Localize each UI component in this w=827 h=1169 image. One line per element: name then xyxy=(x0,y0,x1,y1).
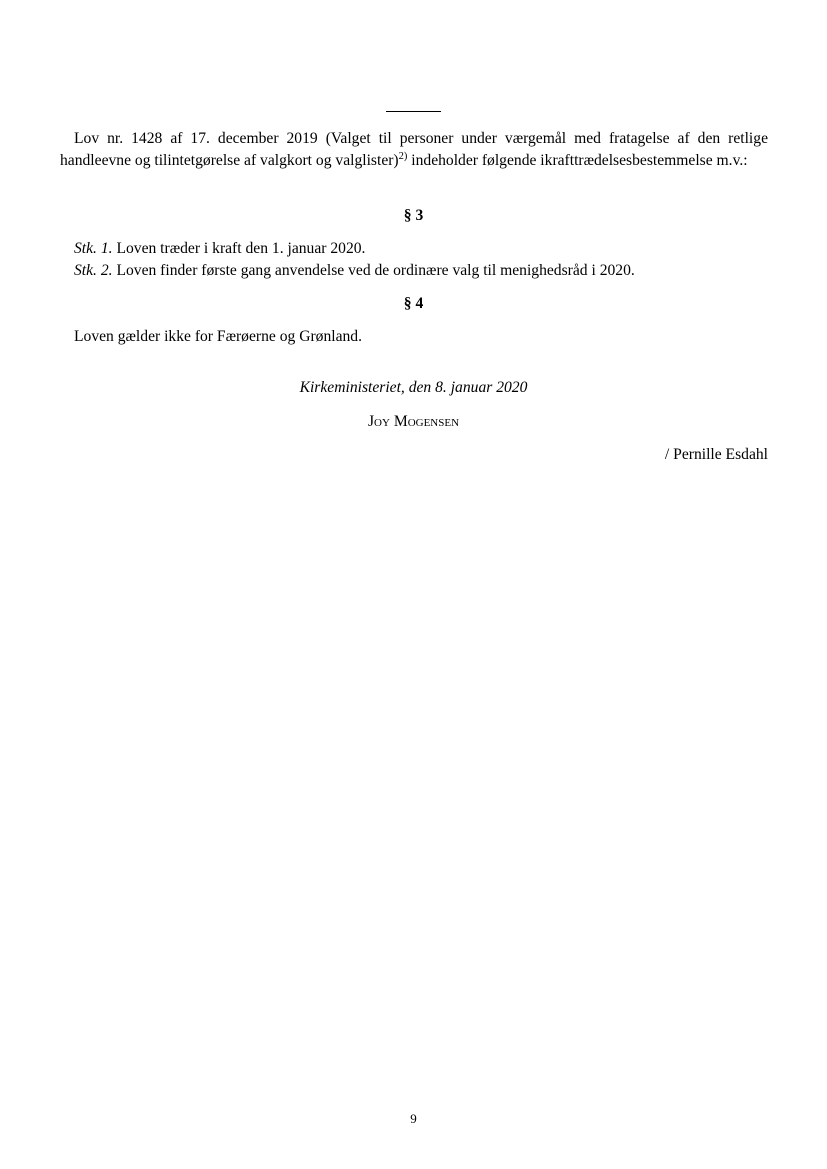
stk-2-label: Stk. 2. xyxy=(74,262,113,279)
section-4-text: Loven gælder ikke for Færøerne og Grønland. xyxy=(74,328,362,345)
section-separator-line xyxy=(386,111,441,112)
stk-2-text: Loven finder første gang anvendelse ved de ordinære valg til menighedsråd i 2020. xyxy=(112,262,635,279)
signature-place-date: Kirkeministeriet, den 8. januar 2020 xyxy=(299,379,528,396)
intro-text-continued: indeholder følgende ikrafttrædelsesbestemmelse m.v.: xyxy=(407,152,748,169)
countersignature: / Pernille Esdahl xyxy=(664,446,768,463)
section-3-stk-1 xyxy=(74,238,365,260)
footnote-reference: 2) xyxy=(398,151,408,162)
page-number: 9 xyxy=(410,1111,417,1126)
minister-name: Joy Mogensen xyxy=(367,413,460,430)
intro-text: Lov nr. 1428 af 17. december 2019 (Valget til personer under værgemål med fratagelse af den retlige handleevne og tilintetgørelse af valgkort og valglister) xyxy=(60,130,768,169)
section-3-stk-2 xyxy=(74,260,635,282)
section-3-heading: § 3 xyxy=(403,207,424,224)
intro-paragraph xyxy=(60,128,768,172)
stk-1-text: Loven træder i kraft den 1. januar 2020. xyxy=(112,240,366,257)
section-4-heading: § 4 xyxy=(403,295,424,312)
stk-1-label: Stk. 1. xyxy=(74,240,113,257)
